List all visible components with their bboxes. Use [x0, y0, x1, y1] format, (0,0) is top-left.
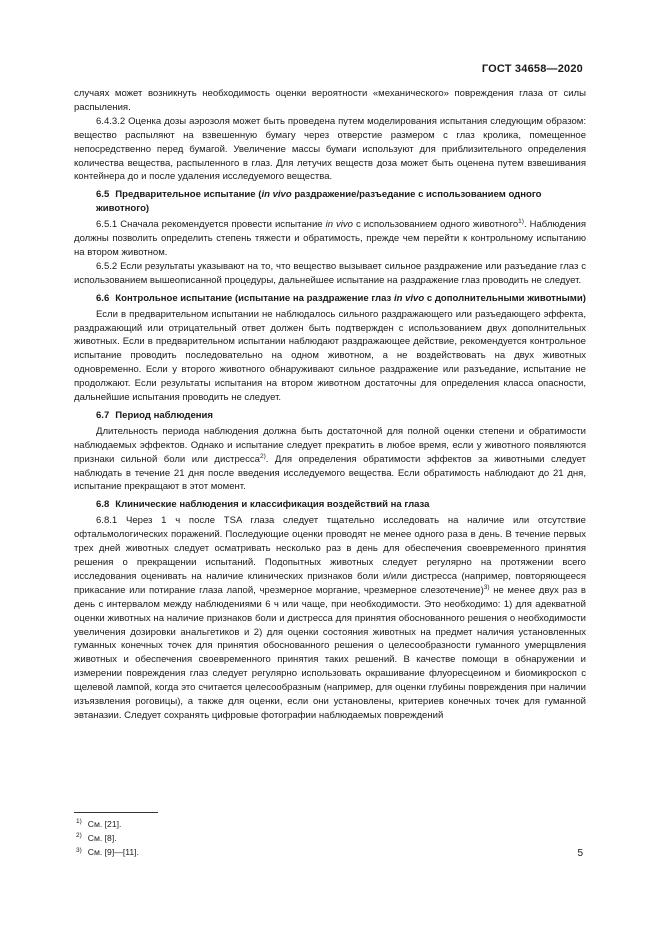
footnote-text: См. [8]. [87, 833, 117, 844]
footnote-ref: 2) [259, 452, 266, 460]
text-run: с использованием одного животного [353, 219, 519, 231]
section-heading-6-5 [74, 188, 586, 216]
text-run: . Для определения обратимости эффектов за животными следует наблюдать в течение 21 дня после введения исследуемого вещества. Если обратимость наблюдают до 21 дня, испытание прекращают в этот момент. [74, 453, 586, 493]
section-title-part: с дополнительными животными) [424, 292, 586, 304]
footnote-ref: 1) [518, 217, 524, 225]
section-heading-6-7 [74, 409, 586, 423]
paragraph-6-5-2: 6.5.2 Если результаты указывают на то, что вещество вызывает сильное раздражение или разъедание глаз с использованием вышеописанной процедуры, дальнейшее испытание на раздражение глаз проводить не следует. [74, 260, 586, 286]
standard-header: ГОСТ 34658—2020 [481, 63, 583, 75]
section-title-italic: in vivo [261, 189, 292, 201]
text-run: Длительность периода наблюдения должна быть достаточной для полной оценки степени и обратимости наблюдаемых эффектов. Однако и испытание следует прекратить в любое время, если у животного появляются признаки сильной боли или дистресса [74, 425, 586, 465]
section-title-italic: in vivo [393, 292, 425, 304]
footnote-ref: 3) [483, 583, 490, 591]
paragraph-6-5-1 [74, 218, 586, 260]
section-title-part: раздражение/разъедание с использованием одного животного) [96, 189, 542, 215]
footnote [74, 817, 586, 831]
section-title: Период наблюдения [115, 409, 213, 421]
footnote-mark: 2) [76, 832, 82, 840]
footnote-mark: 3) [76, 846, 82, 854]
paragraph-6-6: Если в предварительном испытании не наблюдалось сильного раздражающего или разъедающего эффекта, раздражающий или отрицательный ответ должен быть подтвержден с использованием двух дополнительных животных. Если в предварительном испытании наблюдают раздражающее действие, рекомендуется контрольное испытание проводить последовательно на одном животном, а не воздействовать на двух животных одновременно. Если у второго животного обнаруживают сильное раздражение или разъедание, испытание не продолжают. Если результаты испытания на втором животном достаточны для определения класса опасности, дальнейшие испытания проводить не следует. [74, 308, 586, 404]
footnote-text: См. [21]. [87, 819, 122, 829]
text-run: 6.8.1 Через 1 ч после TSA глаза следует тщательно исследовать на наличие или отсутствие офтальмологических поражений. Последующие оценки проводят не менее одного раза в день. В течение первых трех дней животных следует осматривать несколько раз в день для обеспечения своевременного принятия решения о прекращении испытаний. Подопытных животных следует регулярно на протяжении всего исследования оценивать на наличие клинических признаков боли и/или дистресса (например, повторяющееся прикасание или потирание глаза лапой, чрезмерное моргание, чрезмерное слезотечение) [74, 515, 586, 596]
page-number: 5 [577, 848, 583, 859]
paragraph-continuation: случаях может возникнуть необходимость оценки вероятности «механического» повреждения глаза от силы распыления. [74, 88, 586, 113]
footnote [74, 831, 586, 845]
footnote-mark: 1) [76, 818, 82, 826]
text-run: . Наблюдения должны позволить определить степень тяжести и обратимость, прежде чем перейти к контрольному испытанию на втором животном. [74, 219, 587, 258]
section-number: 6.8 [96, 499, 110, 511]
section-number: 6.7 [96, 409, 110, 421]
section-number: 6.5 [96, 189, 110, 201]
paragraph-6-8-1 [74, 514, 586, 723]
section-title-part: Контрольное испытание (испытание на раздражение глаз [115, 292, 394, 304]
footnotes [74, 812, 586, 860]
section-heading-6-6 [74, 292, 586, 306]
footnote [74, 845, 586, 859]
footnote-text: См. [9]—[11]. [87, 847, 139, 858]
text-run: 6.5.1 Сначала рекомендуется провести испытание [96, 219, 326, 231]
text-run: не менее двух раз в день с интервалом между наблюдениями 6 ч или чаще, при необходимости. Это необходимо: 1) для адекватной оценки животных на наличие признаков боли и дистресса для принятия обоснованного решения о необходимости увеличения дозировки анальгетиков и 2) для оценки состояния животных на предмет наличия установленных гуманных конечных точек для принятия обоснованного решения о целесообразности гуманного умерщвления животных и обеспечения своевременного принятия таких решений. В качестве помощи в обнаружении и измерении повреждения глаз следует регулярно использовать окрашивание флуоресцеином и биомикроскоп с щелевой лампой, когда это считается целесообразным (например, для оценки глубины повреждения при наличии изъязвления роговицы), а также для оценки, если они установлены, критериев конечных точек для гуманной эвтаназии. Следует сохранять цифровые фотографии наблюдаемых повреждений [74, 584, 586, 721]
section-heading-6-8 [74, 498, 586, 512]
italic-run: in vivo [325, 219, 353, 231]
section-title: Клинические наблюдения и классификация воздействий на глаза [115, 499, 430, 511]
body-text [74, 87, 586, 723]
footnote-divider [74, 812, 158, 813]
section-number: 6.6 [96, 292, 110, 304]
section-title-part: Предварительное испытание ( [115, 189, 262, 201]
paragraph-6-7 [74, 425, 586, 495]
paragraph-6-4-3-2: 6.4.3.2 Оценка дозы аэрозоля может быть проведена путем моделирования испытания следующим образом: вещество распыляют на взвешенную бумагу через отверстие размером с глаз кролика, помещенное непосредственно перед бумагой. Увеличение массы бумаги используют для приблизительного определения количества вещества, распыленного в глаз. Для летучих веществ доза может быть оценена путем взвешивания контейнера до и после удаления исследуемого вещества. [74, 115, 586, 183]
